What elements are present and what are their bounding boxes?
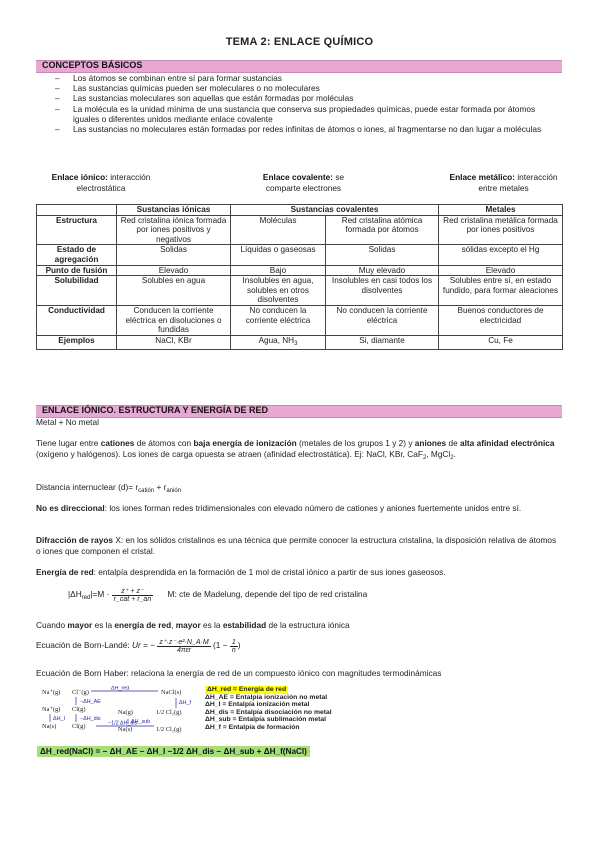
species-label: Na(s) bbox=[118, 726, 133, 733]
legend-item: ΔH_f = Entalpía de formación bbox=[205, 723, 300, 731]
table-cell: Solubles en agua bbox=[117, 276, 231, 306]
table-cell: NaCl, KBr bbox=[117, 335, 231, 350]
table-cell: Muy elevado bbox=[326, 265, 439, 276]
table-cell: Elevado bbox=[439, 265, 563, 276]
section-heading: ENLACE IÓNICO. ESTRUCTURA Y ENERGÍA DE RED bbox=[42, 405, 269, 415]
section-heading: CONCEPTOS BÁSICOS bbox=[42, 60, 143, 70]
table-header: Sustancias iónicas bbox=[117, 205, 231, 216]
table-cell: Solidas bbox=[326, 245, 439, 265]
arrow-label: −1/2 ΔH_dis bbox=[108, 720, 138, 727]
table-cell: No conducen la corriente eléctrica bbox=[326, 305, 439, 335]
table-header: Sustancias covalentes bbox=[231, 205, 439, 216]
distance-formula: Distancia internuclear $(d)= r_{catión} + r_{anión}$ bbox=[36, 482, 182, 494]
table-cell: Red cristalina iónica formada por iones positivos y negativos bbox=[117, 215, 231, 245]
species-label: 1/2 Cl₂(g) bbox=[156, 709, 182, 716]
species-label: Cl(g) bbox=[72, 723, 86, 730]
fraction: $\frac{1}{n}$ bbox=[231, 638, 236, 654]
row-label: Punto de fusión bbox=[37, 265, 117, 276]
species-label: Cl⁻(g) bbox=[72, 689, 89, 696]
properties-table bbox=[36, 204, 563, 350]
table-row bbox=[37, 276, 563, 306]
table-cell: Solubles entre sí, en estado fundido, para formar aleaciones bbox=[439, 276, 563, 306]
table-cell: Insolubles en agua, solubles en otros disolventes bbox=[231, 276, 326, 306]
fraction: $\frac{z^+ + z^-}{\text{r\_cat + r\_an}}$ bbox=[113, 588, 152, 603]
table-cell: Si, diamante bbox=[326, 335, 439, 350]
species-label: Na⁺(g) bbox=[42, 706, 61, 713]
list-item: – Las sustancias no moleculares están formadas por redes infinitas de átomos o iones, al fragmentarse no dan lugar a moléculas bbox=[55, 124, 542, 135]
table-cell: Moléculas bbox=[231, 215, 326, 245]
table-cell: Solidas bbox=[117, 245, 231, 265]
row-label: Estructura bbox=[37, 215, 117, 245]
species-label: Cl(g) bbox=[72, 706, 86, 713]
intro-paragraph: Tiene lugar entre cationes de átomos con baja energía de ionización (metales de los grupos 1 y 2) y aniones de alta afinidad electrónica (oxígeno y halógenos). Los iones de carga opuesta se atraen (afinidad electrostática). Ej: NaCl, KBr, CaF$_2$, MgCl$_2$. bbox=[36, 438, 555, 461]
legend-item: ΔH_sub = Entalpía sublimación metal bbox=[205, 716, 327, 724]
row-label: Conductividad bbox=[37, 305, 117, 335]
bond-metallic: Enlace metálico: interacción entre metales bbox=[449, 172, 558, 193]
table-cell: Cu, Fe bbox=[439, 335, 563, 350]
legend-item: ΔH_dis = Entalpía disociación no metal bbox=[205, 708, 332, 716]
table-cell: sólidas excepto el Hg bbox=[439, 245, 563, 265]
table-cell: Bajo bbox=[231, 265, 326, 276]
table-cell: Agua, $NH_3$ bbox=[231, 335, 326, 350]
list-item: – La molécula es la unidad mínima de una sustancia que conserva sus propiedades químicas, puede estar formada por átomos iguales o diferentes unidos mediante enlace covalente bbox=[55, 103, 536, 124]
row-label: Estado de agregación bbox=[37, 245, 117, 265]
table-row bbox=[37, 245, 563, 265]
arrow-label: ΔH_sub bbox=[131, 719, 151, 725]
madelung-formula: $|\Delta H_{red}|=M$ · $\frac{z^+ + z^-}{\text{r\_cat + r\_an}}$ M: cte de Madelung, depende del tipo de red cristalina bbox=[68, 588, 368, 603]
table-row bbox=[37, 305, 563, 335]
table-cell: Red cristalina atómica formada por átomos bbox=[326, 215, 439, 245]
table-header bbox=[37, 205, 117, 216]
table-header-row bbox=[37, 205, 563, 216]
born-haber-paragraph: Ecuación de Born Haber: relaciona la energía de red de un compuesto iónico con magnitudes termodinámicas bbox=[36, 668, 442, 678]
page-title: TEMA 2: ENLACE QUÍMICO bbox=[225, 36, 374, 48]
arrow-label: −ΔH_dis bbox=[80, 716, 101, 722]
legend-item: ΔH_AE = Entalpía ionización no metal bbox=[205, 693, 328, 701]
arrow-label: −ΔH_AE bbox=[80, 699, 101, 705]
bond-covalent: Enlace covalente: se comparte electrones bbox=[262, 172, 345, 193]
table-cell: Conducen la corriente eléctrica en disoluciones o fundidas bbox=[117, 305, 231, 335]
table-cell: Líquidas o gaseosas bbox=[231, 245, 326, 265]
species-label: Na(s) bbox=[42, 723, 57, 730]
bond-ionic: Enlace iónico: interacción electrostática bbox=[51, 172, 151, 193]
concepts-list bbox=[52, 73, 562, 134]
table-cell: Red cristalina metálica formada por iones positivos bbox=[439, 215, 563, 245]
table-cell: Buenos conductores de electricidad bbox=[439, 305, 563, 335]
table-row bbox=[37, 335, 563, 350]
fraction: $\frac{\text{z⁺·z⁻·e²·N\_A·M}}{\text{4πεr}}$ bbox=[159, 639, 209, 654]
list-item: – Los átomos se combinan entre sí para formar sustancias bbox=[55, 73, 282, 83]
born-haber-legend bbox=[205, 686, 355, 732]
legend-item: ΔH_red = Energía de red bbox=[207, 686, 287, 693]
legend-item: ΔH_I = Entalpía ionización metal bbox=[205, 701, 310, 709]
table-row bbox=[37, 265, 563, 276]
table-header: Metales bbox=[439, 205, 563, 216]
rayos-x-paragraph: Difracción de rayos X: en los sólidos cristalinos es una técnica que permite conocer la estructura cristalina, la disposición relativa de átomos o iones que componen el cristal. bbox=[36, 535, 557, 556]
row-label: Solubilidad bbox=[37, 276, 117, 306]
arrow-label: ΔH_red bbox=[111, 686, 130, 692]
table-cell: Elevado bbox=[117, 265, 231, 276]
table-cell: No conducen la corriente eléctrica bbox=[231, 305, 326, 335]
born-haber-equation: ΔH_red(NaCl) = − ΔH_AE − ΔH_I −1/2 ΔH_dis − ΔH_sub + ΔH_f(NaCl) bbox=[37, 746, 310, 757]
arrow-label: ΔH_I bbox=[53, 716, 65, 722]
list-item: – Las sustancias químicas pueden ser moleculares o no moleculares bbox=[55, 83, 320, 94]
energia-red-paragraph: Energía de red: entalpía desprendida en la formación de 1 mol de cristal iónico a partir de sus iones gaseosos. bbox=[36, 567, 446, 577]
subtitle: Metal + No metal bbox=[36, 417, 99, 427]
row-label: Ejemplos bbox=[37, 335, 117, 350]
no-direccional-paragraph: No es direccional: los iones forman redes tridimensionales con elevado número de cationes y aniones fuertemente unidos entre sí. bbox=[36, 503, 522, 513]
table-row bbox=[37, 215, 563, 245]
species-label: Na⁺(g) bbox=[42, 689, 61, 696]
table-cell: Insolubles en casi todos los disolventes bbox=[326, 276, 439, 306]
mayor-paragraph: Cuando mayor es la energía de red, mayor es la estabilidad de la estructura iónica bbox=[36, 620, 350, 630]
species-label: Na(g) bbox=[118, 709, 133, 716]
species-label: NaCl(s) bbox=[161, 689, 182, 696]
arrow-label: ΔH_f bbox=[179, 700, 191, 706]
species-label: 1/2 Cl₂(g) bbox=[156, 726, 182, 733]
born-lande-formula: Ecuación de Born-Landé: Ur = − $\frac{\text{z⁺·z⁻·e²·N\_A·M}}{\text{4πεr}}$ (1 − $\frac{1}{n}$ ) bbox=[36, 638, 241, 654]
section-bar-conceptos bbox=[36, 60, 562, 73]
list-item: – Las sustancias moleculares son aquellas que están formadas por moléculas bbox=[55, 93, 354, 104]
